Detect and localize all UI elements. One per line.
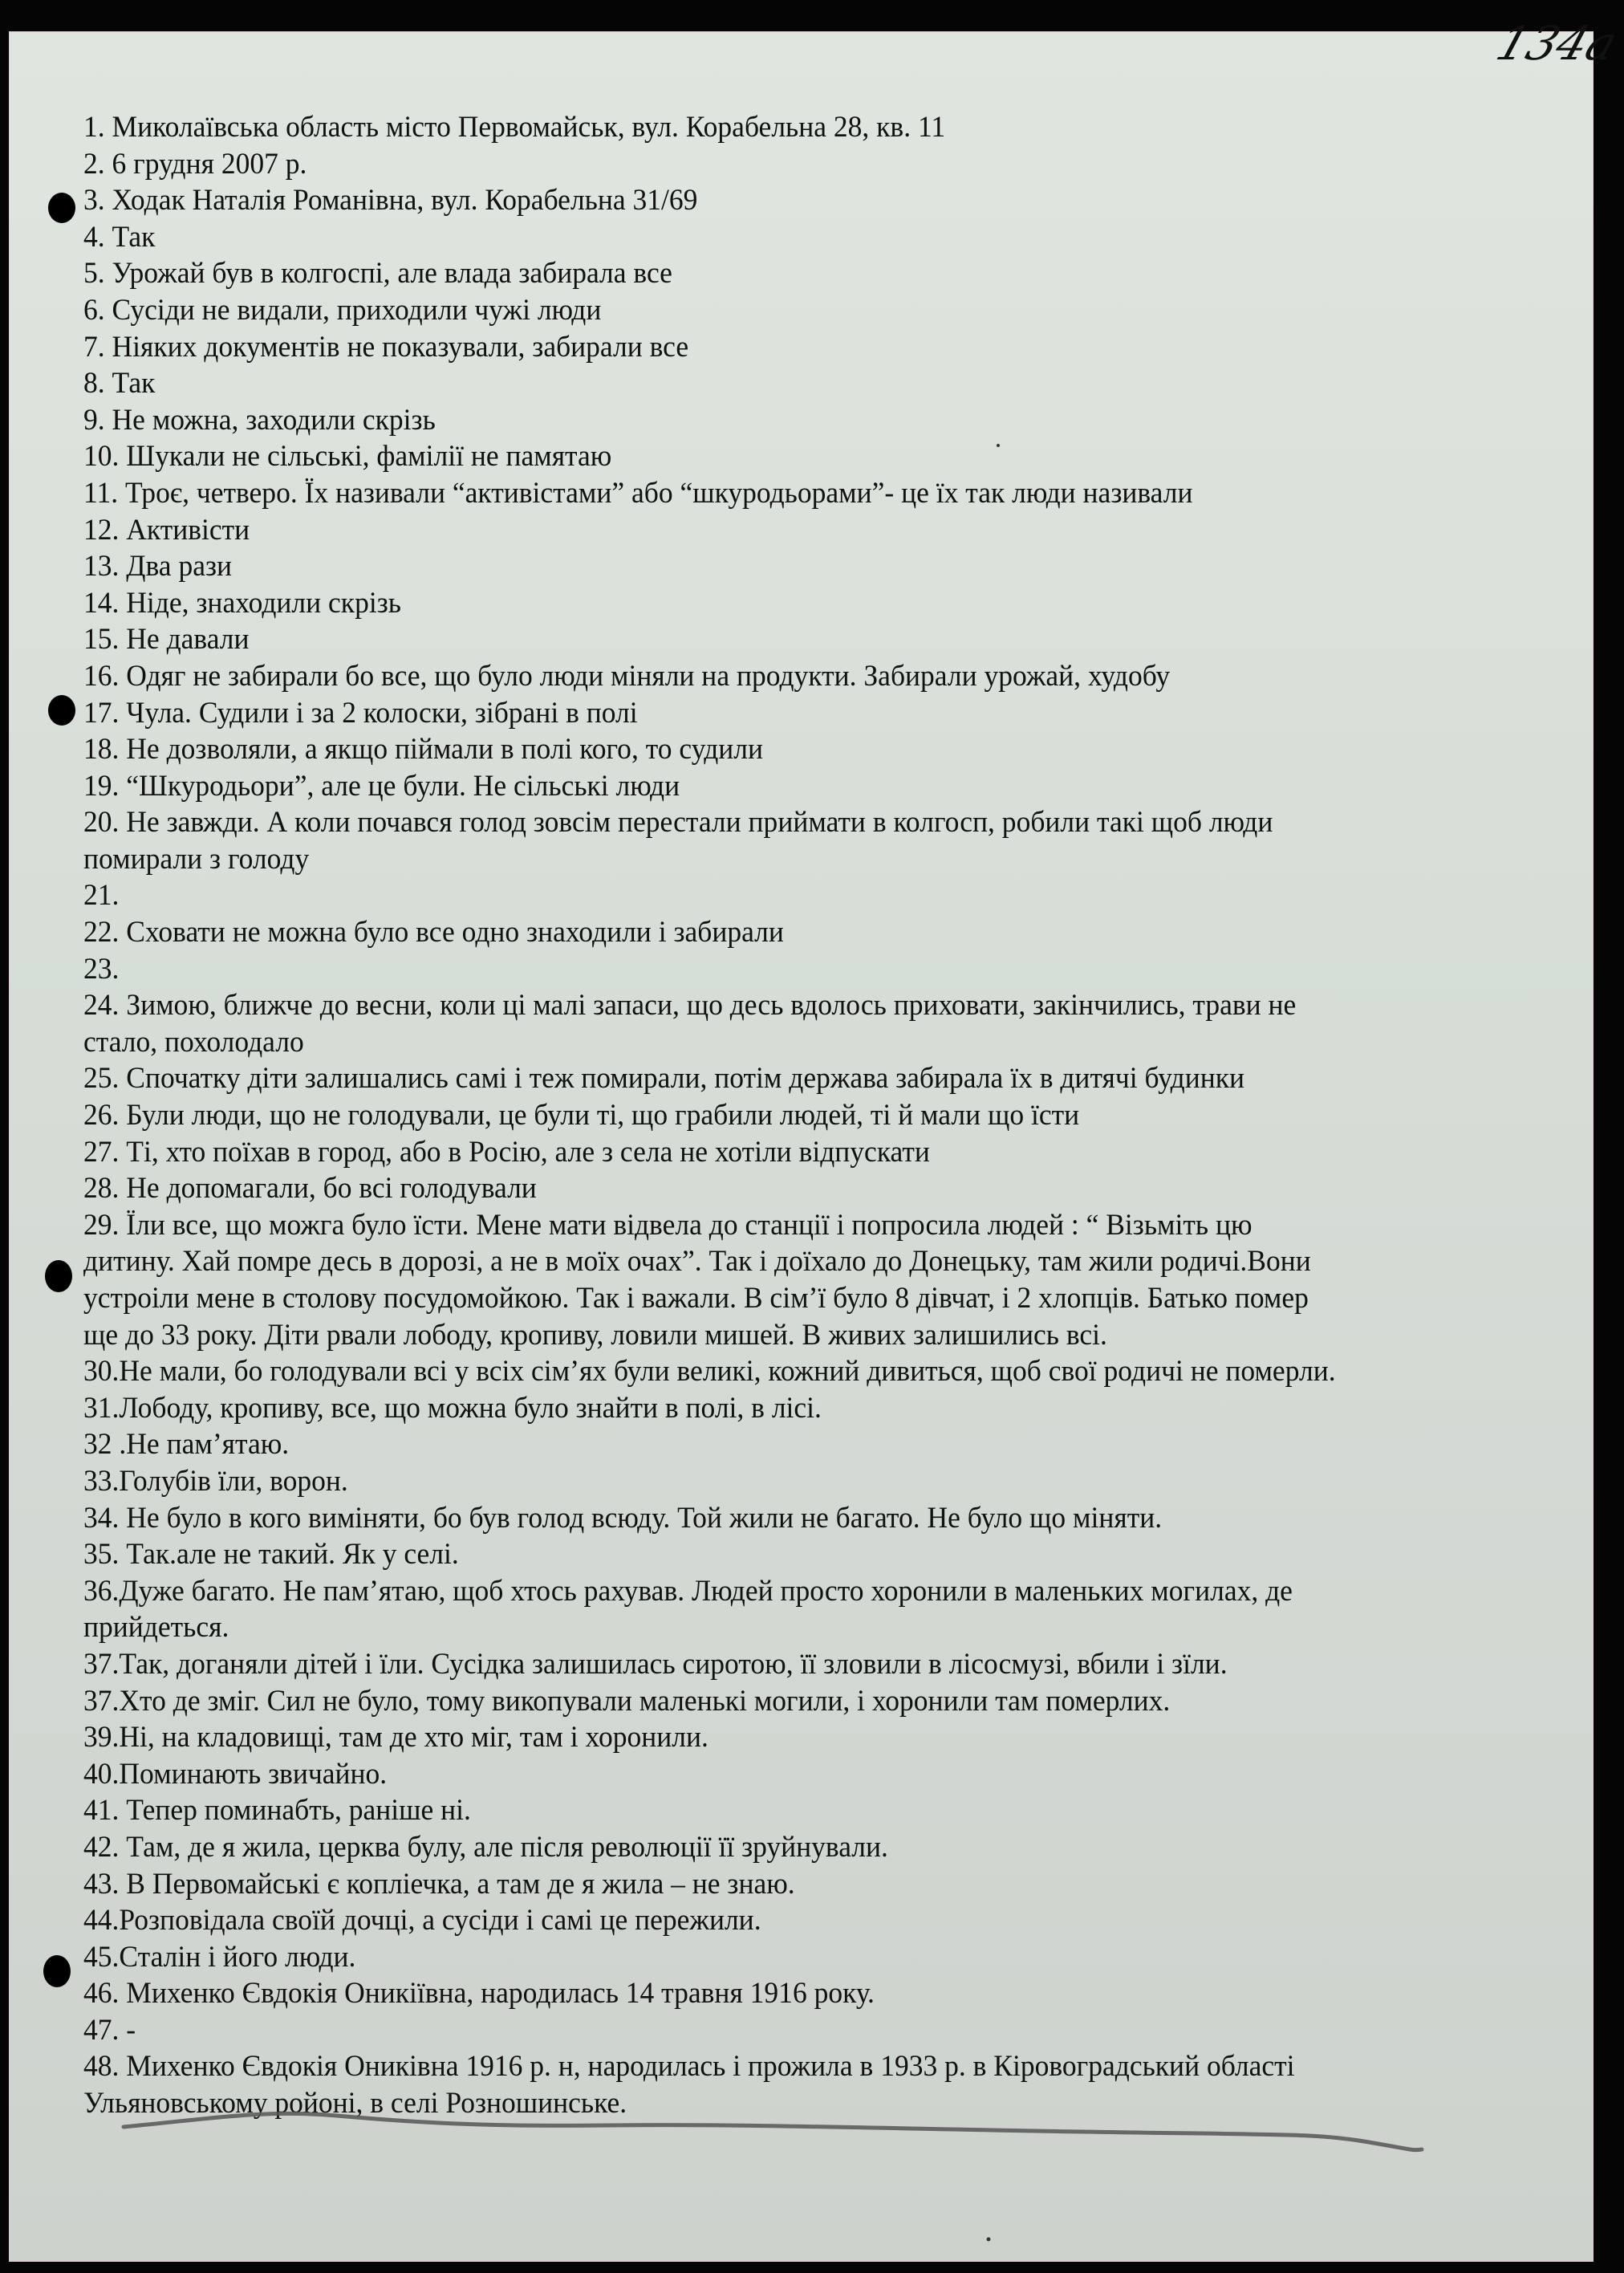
- wavy-underline-mark: [124, 2113, 1422, 2149]
- answer-line: 11. Троє, четверо. Їх називали “активістами” або “шкуродьорами”- це їх так люди називали: [83, 476, 1193, 510]
- answer-line: 45.Сталін і його люди.: [83, 1940, 356, 1974]
- answer-line: 27. Ті, хто поїхав в город, або в Росію, але з села не хотіли відпускати: [83, 1135, 930, 1169]
- answer-line: 46. Михенко Євдокія Оникіївна, народилась 14 травня 1916 року.: [83, 1977, 875, 2011]
- answer-line: 36.Дуже багато. Не пам’ятаю, щоб хтось рахував. Людей просто хоронили в маленьких могилах, де: [83, 1574, 1293, 1608]
- answer-line: 21.: [83, 879, 120, 913]
- answer-line: устроіли мене в столову посудомойкою. Так і важали. В сім’ї було 8 дівчат, і 2 хлопців. Батько помер: [83, 1282, 1309, 1315]
- speck: [997, 444, 1000, 447]
- answer-line: 3. Ходак Наталія Романівна, вул. Корабельна 31/69: [83, 184, 698, 218]
- answer-line: 26. Були люди, що не голодували, це були ті, що грабили людей, ті й мали що їсти: [83, 1099, 1080, 1132]
- answer-line: 8. Так: [83, 367, 156, 401]
- answer-line: помирали з голоду: [83, 842, 310, 876]
- answer-line: 33.Голубів їли, ворон.: [83, 1464, 348, 1498]
- answer-line: 30.Не мали, бо голодували всі у всіх сім’ях були великі, кожний дивиться, щоб свої родичі не померли.: [83, 1355, 1336, 1389]
- answer-line: 19. “Шкуродьори”, але це були. Не сільські люди: [83, 769, 680, 803]
- answer-line: 10. Шукали не сільські, фамілії не памятаю: [83, 440, 612, 474]
- answer-line: 2. 6 грудня 2007 р.: [83, 147, 307, 181]
- answer-line: 9. Не можна, заходили скрізь: [83, 403, 436, 437]
- handwritten-page-number: 134а: [1489, 16, 1624, 71]
- answer-line: дитину. Хай помре десь в дорозі, а не в моїх очах”. Так і доїхало до Донецьку, там жили родичі.Вони: [83, 1245, 1311, 1279]
- answer-line: 1. Миколаївська область місто Первомайськ, вул. Корабельна 28, кв. 11: [83, 111, 946, 144]
- answer-line: 34. Не було в кого виміняти, бо був голод всюду. Той жили не багато. Не було що міняти.: [83, 1501, 1163, 1535]
- answer-line: 13. Два рази: [83, 550, 233, 583]
- answer-line: 44.Розповідала своїй дочці, а сусіди і самі це пережили.: [83, 1904, 761, 1938]
- answer-line: 12. Активісти: [83, 513, 250, 547]
- answer-line: ще до 33 року. Діти рвали лободу, кропиву, ловили мишей. В живих залишились всі.: [83, 1318, 1107, 1352]
- answer-line: 32 .Не пам’ятаю.: [83, 1428, 290, 1462]
- answer-line: 42. Там, де я жила, церква булу, але після революції її зруйнували.: [83, 1830, 888, 1864]
- answer-line: 5. Урожай був в колгоспі, але влада забирала все: [83, 257, 672, 291]
- answer-line: 43. В Первомайські є копліечка, а там де я жила – не знаю.: [83, 1867, 795, 1901]
- answer-line: 29. Їли все, що можга було їсти. Мене мати відвела до станції і попросила людей : “ Візьміть цю: [83, 1208, 1253, 1242]
- answer-line: 41. Тепер поминабть, раніше ні.: [83, 1794, 471, 1828]
- punch-hole: [43, 1955, 71, 1987]
- punch-hole: [45, 1260, 72, 1292]
- answer-line: 15. Не давали: [83, 623, 250, 657]
- answer-line: 14. Ніде, знаходили скрізь: [83, 586, 401, 620]
- answer-line: 4. Так: [83, 220, 156, 254]
- answer-line: 22. Сховати не можна було все одно знаходили і забирали: [83, 916, 784, 949]
- answer-line: 47. -: [83, 2013, 136, 2047]
- answer-line: 31.Лободу, кропиву, все, що можна було знайти в полі, в лісі.: [83, 1391, 822, 1425]
- answer-line: 39.Ні, на кладовищі, там де хто міг, там і хоронили.: [83, 1721, 708, 1755]
- answer-line: прийдеться.: [83, 1611, 229, 1645]
- answer-line: 37.Хто де зміг. Сил не було, тому викопували маленькі могили, і хоронили там померлих.: [83, 1684, 1171, 1718]
- answer-line: 40.Поминають звичайно.: [83, 1757, 388, 1791]
- speck: [987, 2238, 991, 2242]
- answer-line: стало, похолодало: [83, 1025, 304, 1059]
- punch-hole: [48, 695, 75, 726]
- answer-line: 18. Не дозволяли, а якщо піймали в полі кого, то судили: [83, 733, 764, 766]
- answer-line: 35. Так.але не такий. Як у селі.: [83, 1538, 459, 1572]
- answer-line: 16. Одяг не забирали бо все, що було люди міняли на продукти. Забирали урожай, худобу: [83, 659, 1171, 693]
- answer-line: 20. Не завжди. А коли почався голод зовсім перестали приймати в колгосп, робили такі щоб люди: [83, 806, 1273, 840]
- punch-hole: [48, 193, 75, 223]
- answer-line: 28. Не допомагали, бо всі голодували: [83, 1172, 537, 1206]
- answer-line: 37.Так, доганяли дітей і їли. Сусідка залишилась сиротою, її зловили в лісосмузі, вбили і зїли.: [83, 1647, 1228, 1681]
- answer-line: Ульяновському ройоні, в селі Розношинське.: [83, 2087, 627, 2121]
- answer-line: 48. Михенко Євдокія Ониківна 1916 р. н, народилась і прожила в 1933 р. в Кіровоградський області: [83, 2050, 1295, 2084]
- answer-line: 23.: [83, 952, 120, 986]
- answer-line: 17. Чула. Судили і за 2 колоски, зібрані в полі: [83, 696, 638, 730]
- answer-line: 24. Зимою, ближче до весни, коли ці малі запаси, що десь вдолось приховати, закінчились, трави не: [83, 989, 1297, 1023]
- answer-line: 6. Сусіди не видали, приходили чужі люди: [83, 293, 602, 327]
- answer-line: 7. Ніяких документів не показували, забирали все: [83, 330, 689, 364]
- answer-line: 25. Спочатку діти залишались самі і теж помирали, потім держава забирала їх в дитячі будинки: [83, 1062, 1245, 1096]
